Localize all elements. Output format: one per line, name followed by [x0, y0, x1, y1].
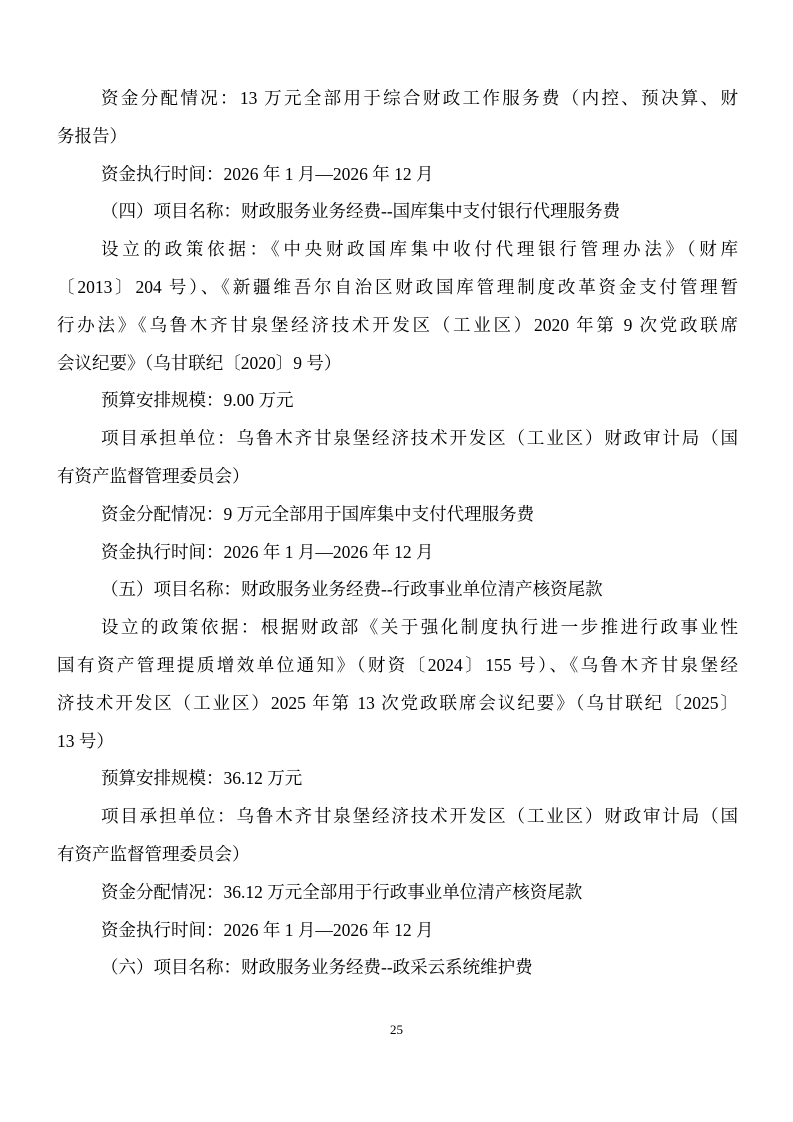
text-line: 资金执行时间：2026 年 1 月—2026 年 12 月 [101, 541, 434, 562]
text-line: 预算安排规模：36.12 万元 [101, 768, 303, 789]
text-line: 会议纪要》（乌甘联纪〔2020〕9 号） [57, 352, 342, 373]
text-line: 国有资产管理提质增效单位通知》（财资〔2024〕155 号）、《乌鲁木齐甘泉堡经 [57, 654, 738, 675]
text-line: 资金分配情况：13 万元全部用于综合财政工作服务费（内控、预决算、财 [101, 88, 738, 108]
text-line: 有资产监督管理委员会） [57, 465, 250, 486]
text-line: 13 号） [57, 730, 114, 751]
text-line: 资金执行时间：2026 年 1 月—2026 年 12 月 [101, 919, 434, 940]
text-line: 资金执行时间：2026 年 1 月—2026 年 12 月 [101, 163, 434, 184]
text-line: （五）项目名称：财政服务业务经费--行政事业单位清产核资尾款 [101, 579, 603, 600]
text-line: 项目承担单位：乌鲁木齐甘泉堡经济技术开发区（工业区）财政审计局（国 [101, 806, 738, 827]
text-line: 资金分配情况：9 万元全部用于国库集中支付代理服务费 [101, 503, 535, 524]
text-line: 设立的政策依据：《中央财政国库集中收付代理银行管理办法》（财库 [101, 239, 738, 260]
text-line: 项目承担单位：乌鲁木齐甘泉堡经济技术开发区（工业区）财政审计局（国 [101, 428, 738, 449]
document-body [57, 80, 738, 987]
text-line: 预算安排规模：9.00 万元 [101, 390, 294, 411]
text-line: 资金分配情况：36.12 万元全部用于行政事业单位清产核资尾款 [101, 881, 583, 902]
text-line: （四）项目名称：财政服务业务经费--国库集中支付银行代理服务费 [101, 201, 621, 222]
text-line: 行办法》《乌鲁木齐甘泉堡经济技术开发区（工业区）2020 年第 9 次党政联席 [57, 314, 738, 335]
text-line: 有资产监督管理委员会） [57, 843, 250, 864]
text-line: 务报告） [57, 125, 127, 146]
text-line: （六）项目名称：财政服务业务经费--政采云系统维护费 [101, 957, 533, 978]
text-line: 设立的政策依据：根据财政部《关于强化制度执行进一步推进行政事业性 [101, 617, 738, 638]
text-line: 〔2013〕204 号）、《新疆维吾尔自治区财政国库管理制度改革资金支付管理暂 [57, 276, 738, 297]
page-number: 25 [390, 1022, 403, 1037]
text-line: 济技术开发区（工业区）2025 年第 13 次党政联席会议纪要》（乌甘联纪〔2025〕 [57, 692, 738, 713]
